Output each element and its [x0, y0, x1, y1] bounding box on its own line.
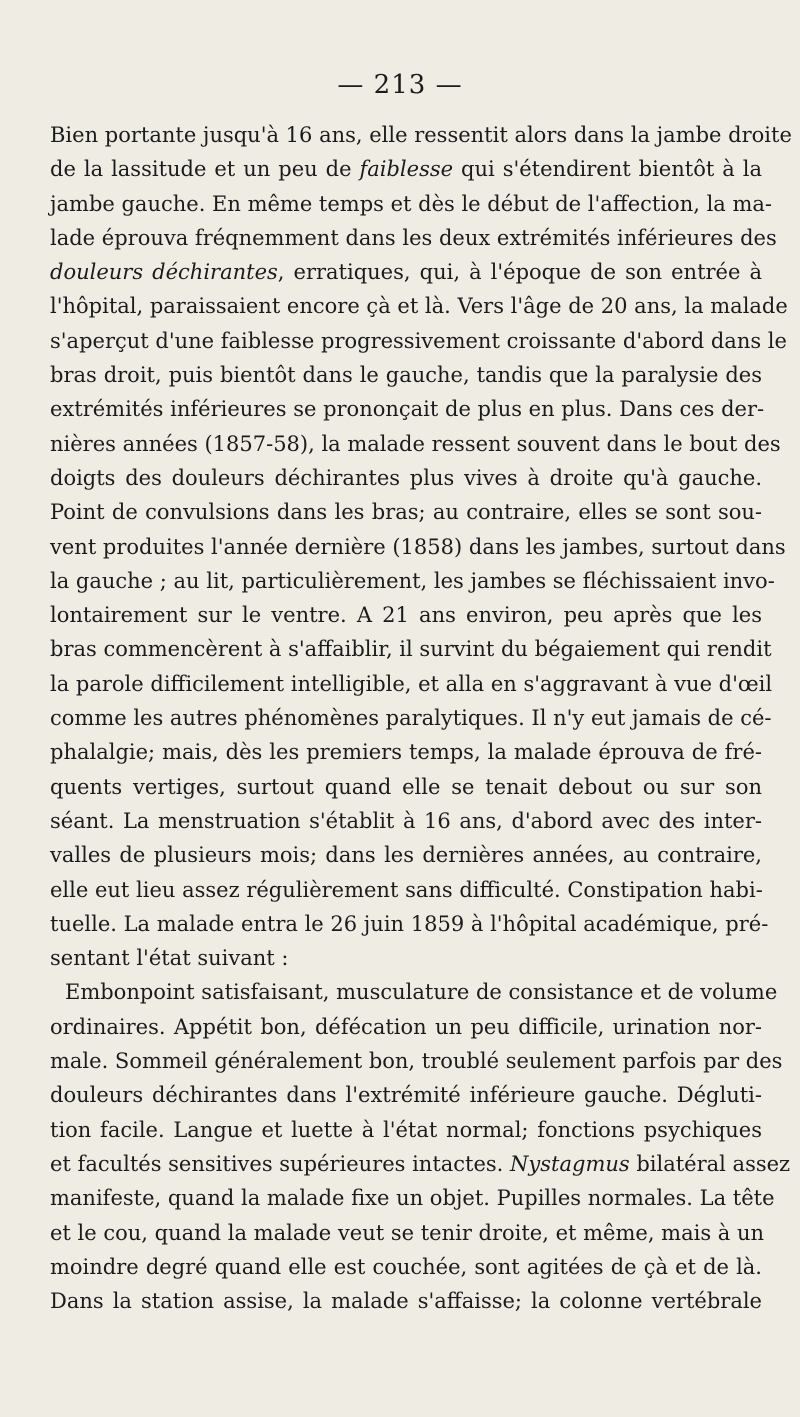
text-run: s'aperçut d'une faiblesse progressivement croissante d'abord dans le: [50, 328, 787, 353]
text-run: Point de convulsions dans les bras; au contraire, elles se sont sou-: [50, 500, 762, 525]
italic-term: Nystagmus: [510, 1151, 630, 1176]
text-line: [50, 873, 762, 907]
text-line: [50, 1147, 791, 1181]
text-line: [50, 667, 773, 701]
italic-term: douleurs déchirantes: [50, 260, 278, 285]
text-run: extrémités inférieures se prononçait de plus en plus. Dans ces der-: [50, 397, 765, 422]
text-line: [50, 495, 762, 529]
text-line: [50, 289, 788, 323]
text-run: nières années (1857-58), la malade ressent souvent dans le bout des: [50, 431, 781, 456]
text-run: ordinaires. Appétit bon, défécation un peu difficile, urination nor-: [50, 1014, 762, 1039]
text-run: vent produites l'année dernière (1858) dans les jambes, surtout dans: [50, 534, 786, 559]
text-run: elle eut lieu assez régulièrement sans difficulté. Constipation habi-: [50, 877, 763, 902]
text-line: [50, 838, 762, 872]
text-run: Bien portante jusqu'à 16 ans, elle ressentit alors dans la jambe droite: [50, 123, 792, 147]
text-run: doigts des douleurs déchirantes plus vives à droite qu'à gauche.: [50, 465, 762, 490]
text-run: jambe gauche. En même temps et dès le début de l'affection, la ma-: [50, 191, 773, 216]
text-run: tuelle. La malade entra le 26 juin 1859 à l'hôpital académique, pré-: [50, 911, 769, 936]
text-line: [50, 461, 762, 495]
text-run: moindre degré quand elle est couchée, sont agitées de çà et de là.: [50, 1254, 762, 1279]
text-line: [50, 564, 775, 598]
text-line: [50, 1250, 762, 1284]
body-text: [50, 118, 792, 1318]
text-run: l'hôpital, paraissaient encore çà et là. Vers l'âge de 20 ans, la malade: [50, 294, 788, 319]
text-run: manifeste, quand la malade fixe un objet. Pupilles normales. La tête: [50, 1186, 775, 1211]
text-line: [50, 941, 762, 975]
text-line: [50, 735, 762, 769]
text-run: tion facile. Langue et luette à l'état normal; fonctions psychiques: [50, 1117, 762, 1142]
text-run: valles de plusieurs mois; dans les dernières années, au contraire,: [50, 843, 762, 868]
text-line: [50, 152, 762, 186]
text-run: la gauche ; au lit, particulièrement, les jambes se fléchissaient invo-: [50, 568, 775, 593]
text-line: [50, 187, 773, 221]
text-run: sentant l'état suivant :: [50, 946, 289, 971]
text-line: [50, 975, 778, 1009]
text-run: douleurs déchirantes dans l'extrémité inférieure gauche. Dégluti-: [50, 1083, 762, 1108]
text-line: [50, 598, 762, 632]
text-run: quents vertiges, surtout quand elle se tenait debout ou sur son: [50, 774, 762, 799]
text-run: comme les autres phénomènes paralytiques. Il n'y eut jamais de cé-: [50, 706, 772, 731]
text-line: [50, 632, 772, 666]
text-run: bilatéral assez: [629, 1151, 791, 1176]
text-run: lade éprouva fréqnemment dans les deux extrémités inférieures des: [50, 225, 777, 250]
text-run: bras droit, puis bientôt dans le gauche, tandis que la paralysie des: [50, 363, 762, 388]
text-run: phalalgie; mais, dès les premiers temps, la malade éprouva de fré-: [50, 740, 762, 765]
text-line: [50, 770, 762, 804]
text-run: Dans la station assise, la malade s'affaisse; la colonne vertébrale: [50, 1289, 762, 1314]
text-line: [50, 907, 769, 941]
text-run: bras commencèrent à s'affaiblir, il survint du bégaiement qui rendit: [50, 637, 772, 662]
text-run: et facultés sensitives supérieures intactes.: [50, 1151, 511, 1176]
text-line: [50, 530, 786, 564]
text-run: qui s'étendirent bientôt à la: [453, 157, 762, 182]
text-run: male. Sommeil généralement bon, troublé seulement parfois par des: [50, 1049, 783, 1074]
text-line: [50, 701, 772, 735]
text-line: [50, 427, 781, 461]
text-run: lontairement sur le ventre. A 21 ans environ, peu après que les: [50, 603, 762, 628]
page-number: — 213 —: [337, 70, 463, 100]
text-line: [50, 1181, 775, 1215]
text-line: [50, 1113, 762, 1147]
text-run: la parole difficilement intelligible, et alla en s'aggravant à vue d'œil: [50, 671, 773, 696]
text-line: [50, 1284, 762, 1318]
text-run: Embonpoint satisfaisant, musculature de consistance et de volume: [65, 980, 778, 1005]
text-line: [50, 221, 777, 255]
text-line: [50, 1078, 762, 1112]
text-line: [50, 358, 762, 392]
text-line: [50, 1216, 765, 1250]
text-line: [50, 1010, 762, 1044]
italic-term: faiblesse: [359, 157, 454, 182]
text-line: [50, 324, 787, 358]
text-run: de la lassitude et un peu de: [50, 157, 360, 182]
text-run: , erratiques, qui, à l'époque de son entrée à: [277, 260, 762, 285]
text-line: [50, 804, 762, 838]
text-line: [50, 1044, 783, 1078]
text-line: [50, 392, 765, 426]
text-run: et le cou, quand la malade veut se tenir droite, et même, mais à un: [50, 1220, 765, 1245]
text-line: [50, 118, 792, 152]
text-run: séant. La menstruation s'établit à 16 ans, d'abord avec des inter-: [50, 808, 762, 833]
text-line: [50, 255, 762, 289]
